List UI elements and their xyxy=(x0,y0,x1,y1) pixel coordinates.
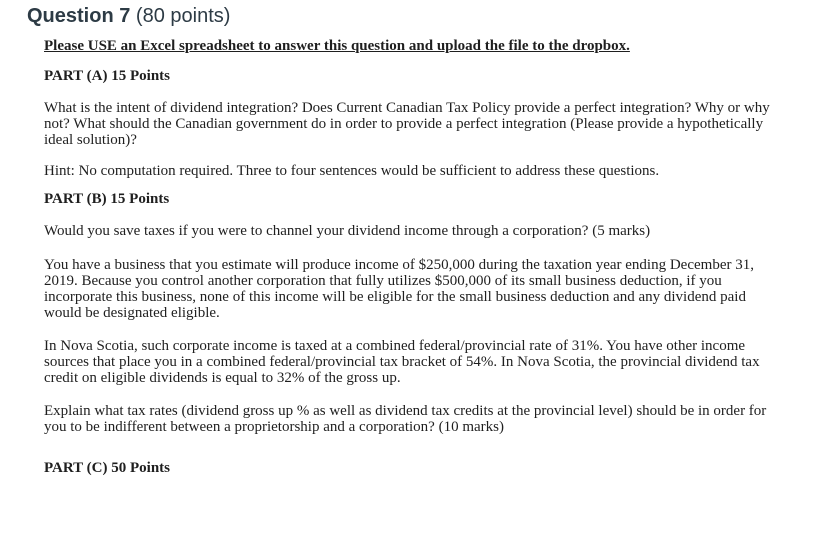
question-points: (80 points) xyxy=(135,5,231,27)
question-header xyxy=(27,4,230,28)
part-b-question-1: Would you save taxes if you were to channel your dividend income through a corporation? (5 marks) xyxy=(44,223,651,239)
part-c-heading: PART (C) 50 Points xyxy=(44,460,170,476)
instruction-text: Please USE an Excel spreadsheet to answer this question and upload the file to the dropbox. xyxy=(44,38,630,54)
part-a-question: What is the intent of dividend integration? Does Current Canadian Tax Policy provide a perfect integration? Why or why not? What should the Canadian government do in order to provide a perfect integration (Please provide a hypothetically ideal solution)? xyxy=(44,100,770,148)
part-a-heading: PART (A) 15 Points xyxy=(44,68,170,84)
part-a-hint: Hint: No computation required. Three to four sentences would be sufficient to address these questions. xyxy=(44,163,660,179)
part-b-heading: PART (B) 15 Points xyxy=(44,191,170,207)
question-body xyxy=(44,36,784,476)
part-b-paragraph-2: In Nova Scotia, such corporate income is taxed at a combined federal/provincial rate of 31%. You have other income sources that place you in a combined federal/provincial tax bracket of 54%. In Nova Scotia, the provincial dividend tax credit on eligible dividends is equal to 32% of the gross up. xyxy=(44,338,760,386)
part-b-question-2: Explain what tax rates (dividend gross up % as well as dividend tax credits at the provincial level) should be in order for you to be indifferent between a proprietorship and a corporation? (10 marks) xyxy=(44,403,767,435)
question-title: Question 7 xyxy=(27,5,131,27)
part-b-paragraph-1: You have a business that you estimate will produce income of $250,000 during the taxation year ending December 31, 2019. Because you control another corporation that fully utilizes $500,000 of its small business deduction, if you incorporate this business, none of this income will be eligible for the small business deduction and any dividend paid would be designated eligible. xyxy=(44,257,754,321)
